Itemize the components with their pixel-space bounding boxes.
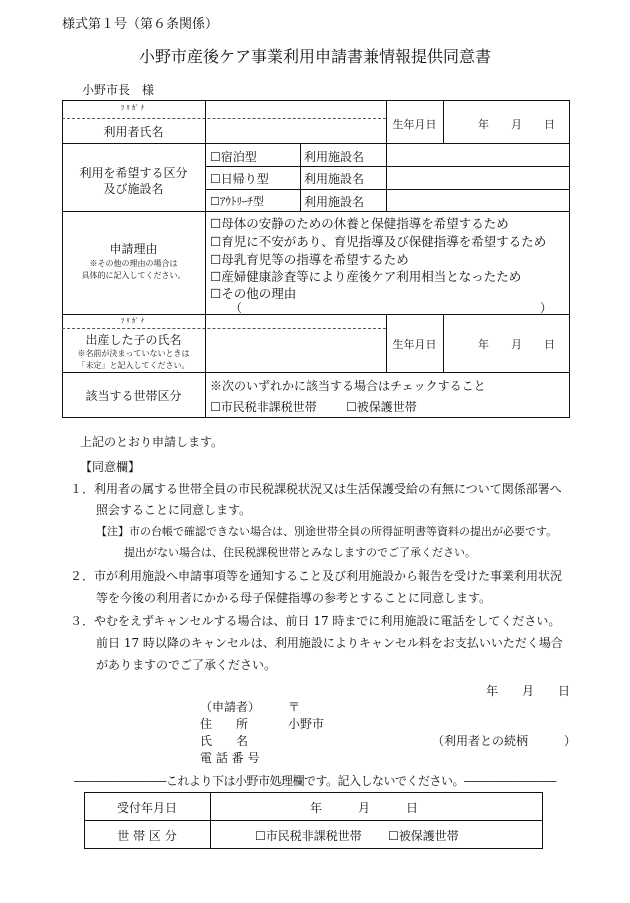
reason-checkup-checkbox[interactable]: ☐産婦健康診査等により産後ケア利用相当となったため [210, 269, 522, 284]
postal-code-field[interactable] [302, 697, 462, 713]
user-dob-label: 生年月日 [392, 118, 437, 131]
facility-label-outreach: 利用施設名 [304, 195, 365, 209]
reason-breastfeeding-checkbox[interactable]: ☐母乳育児等の指導を希望するため [210, 252, 409, 267]
consent-item-3-cont-2: がありますのでご了承ください。 [96, 658, 277, 672]
child-dob-label: 生年月日 [392, 338, 437, 351]
page-title: 小野市産後ケア事業利用申請書兼情報提供同意書 [138, 47, 491, 66]
household-tax-exempt-checkbox[interactable]: ☐市民税非課税世帯 [210, 400, 317, 414]
office-welfare-checkbox: ☐被保護世帯 [388, 829, 459, 843]
application-date-field[interactable]: 年 月 日 [486, 684, 571, 698]
service-type-label: 利用を希望する区分 [79, 166, 188, 180]
type-daytime-checkbox[interactable]: ☐日帰り型 [210, 172, 269, 186]
form-number: 様式第１号（第６条関係） [62, 17, 219, 32]
user-name-field[interactable] [206, 101, 385, 142]
user-name-label: 利用者氏名 [103, 125, 164, 139]
user-dob-field[interactable]: 年 月 日 [478, 118, 555, 131]
postal-mark: 〒 [288, 700, 301, 714]
consent-note-cont: 提出がない場合は、住民税課税世帯とみなしますのでご了承ください。 [124, 546, 476, 559]
consent-item-2: ２．市が利用施設へ申請事項等を通知すること及び利用施設から報告を受けた事業利用状況 [70, 569, 563, 583]
consent-heading: 【同意欄】 [80, 460, 141, 474]
facility-label-daytime: 利用施設名 [304, 172, 365, 186]
child-dob-field[interactable]: 年 月 日 [478, 338, 555, 351]
reason-label: 申請理由 [109, 242, 158, 256]
child-furigana-label: ﾌﾘｶﾞﾅ [120, 317, 147, 325]
service-type-label-2: 及び施設名 [103, 182, 164, 196]
addressee: 小野市長 様 [82, 83, 155, 97]
child-name-note-2: 「未定」と記入してください。 [77, 361, 190, 370]
applicant-name-field[interactable] [288, 731, 428, 747]
phone-field[interactable] [288, 748, 468, 764]
facility-field-daytime[interactable] [387, 167, 569, 188]
child-name-field[interactable] [206, 315, 385, 371]
address-field[interactable]: 小野市 [288, 717, 325, 731]
child-name-label: 出産した子の氏名 [85, 333, 182, 347]
consent-note-tag: 【注】 [96, 525, 129, 538]
consent-note-text: 市の台帳で確認できない場合は、別途世帯全員の所得証明書等資料の提出が必要です。 [129, 525, 558, 538]
consent-intro: 上記のとおり申請します。 [80, 435, 224, 449]
received-date-label: 受付年月日 [116, 801, 177, 815]
received-date-field: 年 月 日 [310, 801, 419, 815]
consent-item-1: １．利用者の属する世帯全員の市民税課税状況又は生活保護受給の有無について関係部署へ [70, 482, 562, 496]
office-tax-exempt-checkbox: ☐市民税非課税世帯 [255, 829, 362, 843]
type-overnight-checkbox[interactable]: ☐宿泊型 [210, 150, 257, 164]
address-label: 住 所 [200, 717, 249, 731]
reason-rest-checkbox[interactable]: ☐母体の安静のための休養と保健指導を希望するため [210, 216, 509, 231]
phone-label: 電 話 番 号 [200, 751, 260, 765]
household-instruction: ※次のいずれかに該当する場合はチェックすること [210, 379, 486, 393]
facility-field-outreach[interactable] [387, 190, 569, 210]
relation-label: （利用者との続柄 ） [432, 734, 577, 748]
office-divider: ――――――――これより下は小野市処理欄です。記入しないでください。―――――――― [73, 774, 557, 788]
other-reason-field[interactable] [246, 299, 536, 313]
other-reason-paren-close: ） [540, 301, 553, 315]
reason-anxiety-checkbox[interactable]: ☐育児に不安があり、育児指導及び保健指導を希望するため [210, 234, 547, 249]
household-label: 該当する世帯区分 [85, 389, 182, 403]
household-welfare-checkbox[interactable]: ☐被保護世帯 [346, 400, 417, 414]
facility-label-overnight: 利用施設名 [304, 150, 365, 164]
child-name-note: ※名前が決まっていないときは [77, 349, 190, 358]
other-reason-paren-open: （ [230, 301, 243, 315]
reason-note: ※その他の理由の場合は [89, 259, 178, 268]
applicant-name-label: 氏 名 [200, 734, 249, 748]
type-outreach-checkbox[interactable]: ☐ｱｳﾄﾘｰﾁ型 [210, 195, 264, 208]
consent-item-3-cont: 前日 17 時以降のキャンセルは、利用施設によりキャンセル料をお支払いいただく場合 [96, 636, 563, 650]
furigana-label: ﾌﾘｶﾞﾅ [120, 104, 147, 112]
facility-field-overnight[interactable] [387, 144, 569, 165]
consent-note [96, 523, 557, 539]
applicant-role-label: （申請者） [200, 700, 261, 714]
consent-item-2-cont: 等を今後の利用者にかかる母子保健指導の参考とすることに同意します。 [96, 591, 492, 605]
reason-note-2: 具体的に記入してください。 [81, 271, 186, 280]
office-household-label: 世 帯 区 分 [117, 829, 177, 843]
consent-item-3: ３．やむをえずキャンセルする場合は、前日 17 時までに利用施設に電話をしてください。 [70, 614, 561, 628]
consent-item-1-cont: 照会することに同意します。 [96, 503, 252, 517]
reason-other-checkbox[interactable]: ☐その他の理由 [210, 286, 297, 301]
